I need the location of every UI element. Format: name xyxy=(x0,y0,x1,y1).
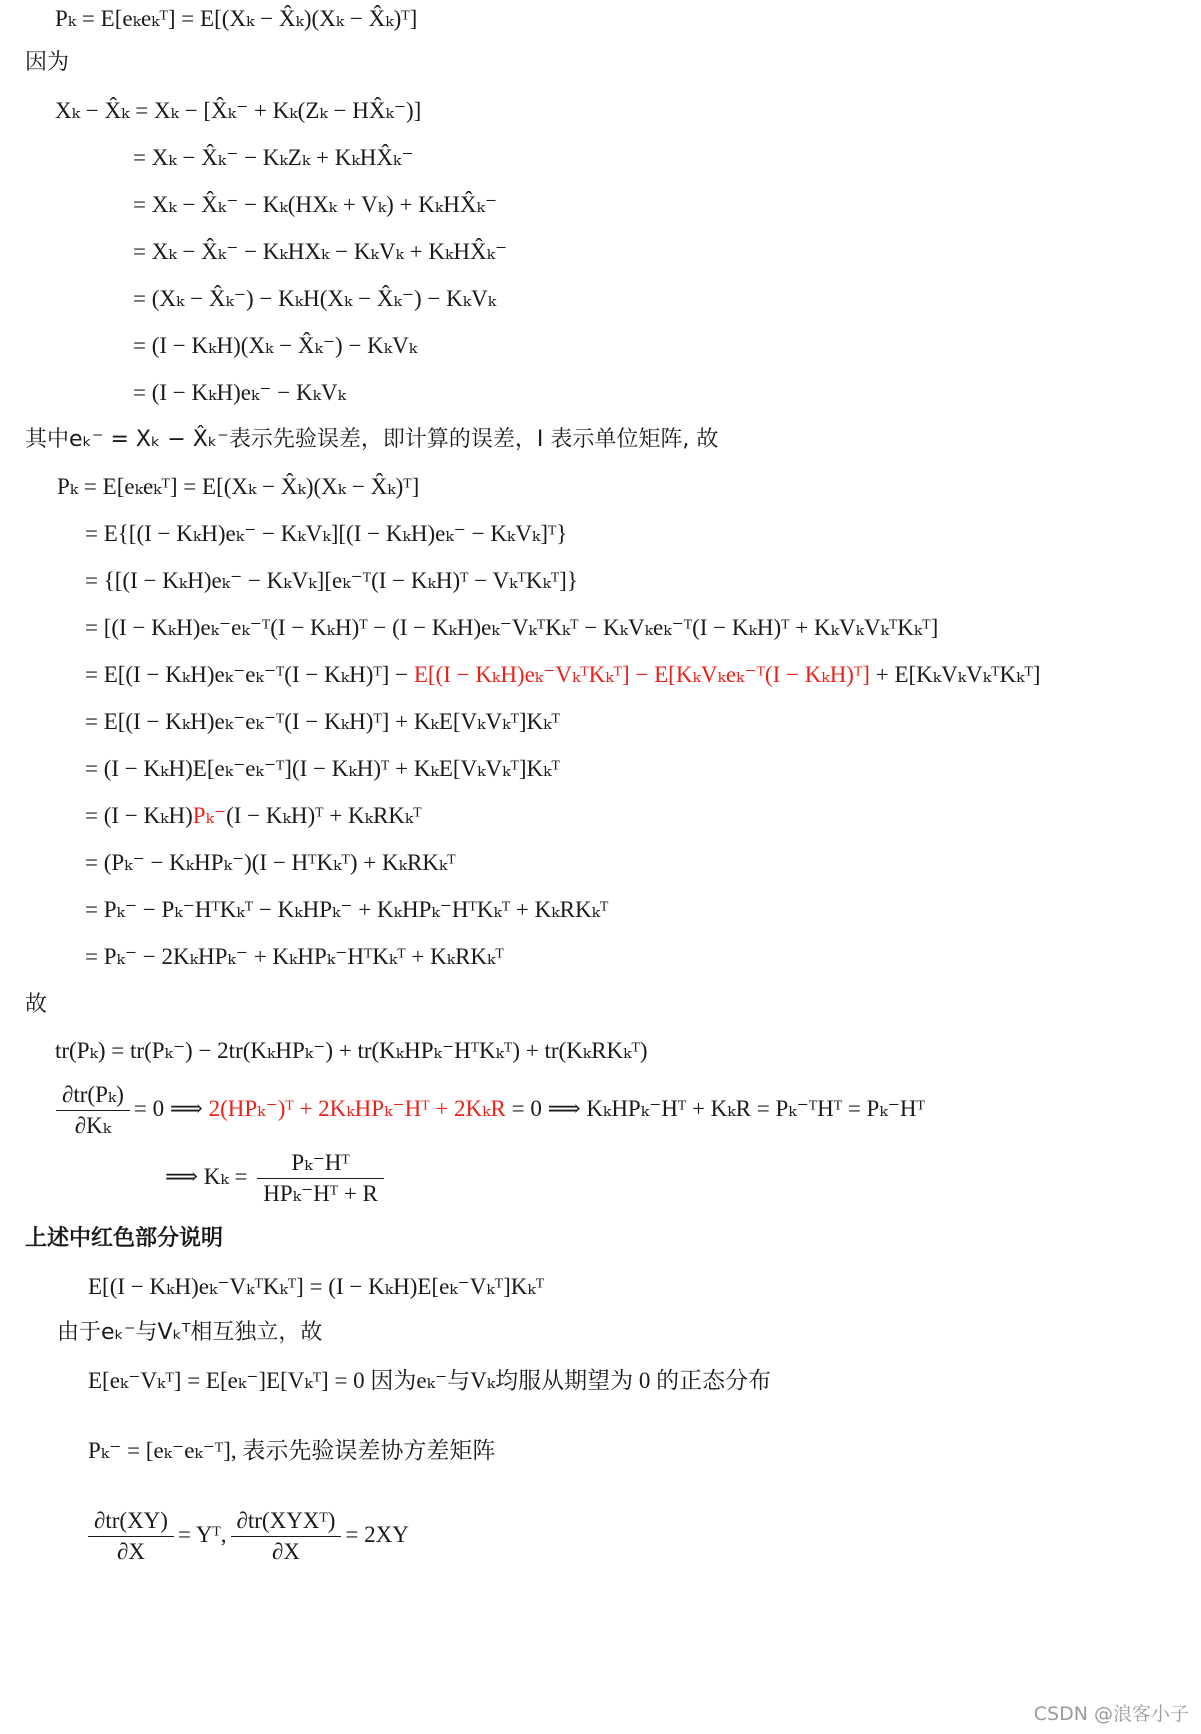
eq-kalman-gain xyxy=(165,1150,388,1207)
eq-pk-expand-11: = Pₖ⁻ − 2KₖHPₖ⁻ + KₖHPₖ⁻HᵀKₖᵀ + KₖRKₖᵀ xyxy=(85,944,504,969)
eq-pk-expand-3: = {[(I − KₖH)eₖ⁻ − KₖVₖ][eₖ⁻ᵀ(I − KₖH)ᵀ − VₖᵀKₖᵀ]} xyxy=(85,568,578,593)
eq-derivative-result: = 0 ⟹ KₖHPₖ⁻Hᵀ + KₖR = Pₖ⁻ᵀHᵀ = Pₖ⁻Hᵀ xyxy=(505,1095,925,1121)
fraction-numerator: Pₖ⁻Hᵀ xyxy=(257,1150,384,1179)
eq-pk-expand-9: = (Pₖ⁻ − KₖHPₖ⁻)(I − HᵀKₖᵀ) + KₖRKₖᵀ xyxy=(85,850,456,875)
eq-pk-expand-5 xyxy=(85,660,1040,690)
eq-error-line-1: Xₖ − X̂ₖ = Xₖ − [X̂ₖ⁻ + Kₖ(Zₖ − HX̂ₖ⁻)] xyxy=(55,98,422,123)
text-independence: 由于eₖ⁻与Vₖᵀ相互独立，故 xyxy=(57,1320,323,1345)
fraction-numerator: ∂tr(Pₖ) xyxy=(56,1082,130,1111)
eq-expectation-factor: E[(I − KₖH)eₖ⁻VₖᵀKₖᵀ] = (I − KₖH)E[eₖ⁻Vₖᵀ]Kₖᵀ xyxy=(88,1274,545,1299)
eq-pk-expand-8-start: = (I − KₖH) xyxy=(85,803,193,828)
eq-pk-definition: Pₖ = E[eₖeₖᵀ] = E[(Xₖ − X̂ₖ)(Xₖ − X̂ₖ)ᵀ] xyxy=(55,6,418,31)
fraction-dtrxy-dx xyxy=(88,1508,174,1565)
text-therefore: 故 xyxy=(25,992,48,1017)
fraction-dtr-dk xyxy=(56,1082,130,1139)
fraction-denominator: ∂X xyxy=(271,1539,300,1564)
fraction-denominator: HPₖ⁻Hᵀ + R xyxy=(263,1181,378,1206)
eq-derivative xyxy=(52,1082,925,1139)
eq-pk-expand-10: = Pₖ⁻ − Pₖ⁻HᵀKₖᵀ − KₖHPₖ⁻ + KₖHPₖ⁻HᵀKₖᵀ + KₖRKₖᵀ xyxy=(85,897,609,922)
eq-pk-expand-5-end: + E[KₖVₖVₖᵀKₖᵀ] xyxy=(869,662,1041,687)
eq-error-line-6: = (I − KₖH)(Xₖ − X̂ₖ⁻) − KₖVₖ xyxy=(133,333,418,358)
eq-pk-expand-6: = E[(I − KₖH)eₖ⁻eₖ⁻ᵀ(I − KₖH)ᵀ] + KₖE[VₖVₖᵀ]Kₖᵀ xyxy=(85,709,560,734)
eq-derivative-eq-zero: = 0 ⟹ xyxy=(133,1095,209,1121)
eq-pk-expand-4: = [(I − KₖH)eₖ⁻eₖ⁻ᵀ(I − KₖH)ᵀ − (I − KₖH)eₖ⁻VₖᵀKₖᵀ − KₖVₖeₖ⁻ᵀ(I − KₖH)ᵀ + KₖVₖVₖᵀKₖᵀ] xyxy=(85,615,939,640)
eq-prior-covariance: Pₖ⁻ = [eₖ⁻eₖ⁻ᵀ], 表示先验误差协方差矩阵 xyxy=(88,1438,496,1463)
section-heading-red-explanation: 上述中红色部分说明 xyxy=(25,1226,224,1251)
eq-trace: tr(Pₖ) = tr(Pₖ⁻) − 2tr(KₖHPₖ⁻) + tr(KₖHPₖ⁻HᵀKₖᵀ) + tr(KₖRKₖᵀ) xyxy=(55,1038,648,1063)
eq-pk-expand-5-start: = E[(I − KₖH)eₖ⁻eₖ⁻ᵀ(I − KₖH)ᵀ] − xyxy=(85,662,414,687)
eq-error-line-2: = Xₖ − X̂ₖ⁻ − KₖZₖ + KₖHX̂ₖ⁻ xyxy=(133,145,414,170)
eq-expectation-zero: E[eₖ⁻Vₖᵀ] = E[eₖ⁻]E[Vₖᵀ] = 0 因为eₖ⁻与Vₖ均服从期望为 0 的正态分布 xyxy=(88,1368,772,1393)
eq-error-line-4: = Xₖ − X̂ₖ⁻ − KₖHXₖ − KₖVₖ + KₖHX̂ₖ⁻ xyxy=(133,239,508,264)
eq-rule-1-result: = Yᵀ, xyxy=(177,1521,227,1547)
eq-red-prior-cov: Pₖ⁻ xyxy=(192,803,227,828)
eq-pk-expand-2: = E{[(I − KₖH)eₖ⁻ − KₖVₖ][(I − KₖH)eₖ⁻ − KₖVₖ]ᵀ} xyxy=(85,521,568,546)
fraction-numerator: ∂tr(XY) xyxy=(88,1508,174,1537)
eq-kalman-gain-lhs: ⟹ Kₖ = xyxy=(165,1163,248,1189)
fraction-denominator: ∂X xyxy=(116,1539,145,1564)
eq-error-line-7: = (I − KₖH)eₖ⁻ − KₖVₖ xyxy=(133,380,346,405)
eq-rule-2-result: = 2XY xyxy=(345,1521,409,1547)
eq-pk-expand-1: Pₖ = E[eₖeₖᵀ] = E[(Xₖ − X̂ₖ)(Xₖ − X̂ₖ)ᵀ] xyxy=(57,474,420,499)
fraction-denominator: ∂Kₖ xyxy=(74,1113,112,1138)
csdn-watermark: CSDN @浪客小子 xyxy=(1033,1703,1189,1725)
fraction-numerator: ∂tr(XYXᵀ) xyxy=(231,1508,342,1537)
eq-trace-derivative-rules xyxy=(84,1508,409,1565)
text-because: 因为 xyxy=(25,50,70,75)
eq-pk-expand-8 xyxy=(85,801,422,831)
fraction-dtrxyxt-dx xyxy=(231,1508,342,1565)
eq-pk-expand-7: = (I − KₖH)E[eₖ⁻eₖ⁻ᵀ](I − KₖH)ᵀ + KₖE[VₖVₖᵀ]Kₖᵀ xyxy=(85,756,560,781)
eq-pk-expand-8-end: (I − KₖH)ᵀ + KₖRKₖᵀ xyxy=(226,803,422,828)
eq-error-line-5: = (Xₖ − X̂ₖ⁻) − KₖH(Xₖ − X̂ₖ⁻) − KₖVₖ xyxy=(133,286,497,311)
text-prior-error-note: 其中eₖ⁻ = Xₖ − X̂ₖ⁻表示先验误差，即计算的误差，I 表示单位矩阵, 故 xyxy=(25,427,719,452)
eq-red-cross-terms: E[(I − KₖH)eₖ⁻VₖᵀKₖᵀ] − E[KₖVₖeₖ⁻ᵀ(I − KₖH)ᵀ] xyxy=(413,662,870,687)
eq-red-gradient: 2(HPₖ⁻)ᵀ + 2KₖHPₖ⁻Hᵀ + 2KₖR xyxy=(208,1095,506,1121)
eq-error-line-3: = Xₖ − X̂ₖ⁻ − Kₖ(HXₖ + Vₖ) + KₖHX̂ₖ⁻ xyxy=(133,192,498,217)
fraction-kalman-gain xyxy=(257,1150,384,1207)
